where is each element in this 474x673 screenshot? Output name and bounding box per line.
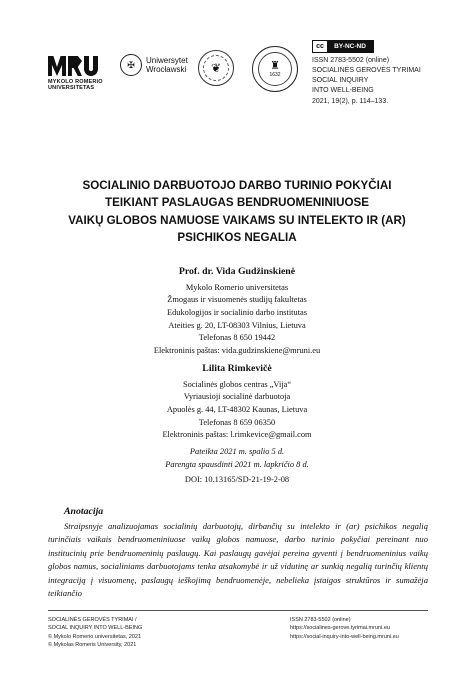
author-name: Lilita Rimkevičė [202, 363, 272, 374]
seal-emblem-icon: ❦ [203, 55, 229, 81]
submitted-date: Pateikta 2021 m. spalio 5 d. [189, 447, 285, 456]
author-email: Elektroninis paštas: l.rimkevice@gmail.com [162, 430, 312, 440]
journal-name-en-2: INTO WELL-BEING [312, 87, 374, 95]
author-phone: Telefonas 8 659 06350 [198, 417, 276, 427]
journal-issn: ISSN 2783-5502 (online) [312, 57, 390, 64]
author-affiliation: Mykolo Romerio universitetas [185, 282, 289, 292]
wroclaw-name-line2: Wrocławski [146, 65, 187, 74]
doi[interactable]: DOI: 10.13165/SD-21-19-2-08 [184, 475, 290, 484]
mru-name-line2: UNIVERSITETAS [48, 85, 95, 92]
cc-license-badge[interactable] [312, 40, 374, 53]
cc-icon: cc [313, 41, 327, 52]
tartu-seal-logo [252, 46, 298, 92]
author-affiliation: Edukologijos ir socialinio darbo institutas [166, 307, 308, 317]
tartu-emblem-icon: ♜ [270, 59, 280, 72]
author-affiliation: Žmogaus ir visuomenės studijų fakultetas [167, 295, 307, 305]
wroclaw-logo [120, 54, 188, 76]
mru-logo [48, 54, 110, 92]
mru-name-line1: MYKOLO ROMERIO [48, 79, 103, 85]
wroclaw-name-line1: Uniwersytet [146, 55, 188, 65]
author-block-2 [0, 362, 474, 442]
title-line: PSICHIKOS NEGALIA [177, 231, 297, 245]
accepted-date: Parengta spausdinti 2021 m. lapkričio 8 d. [165, 459, 309, 469]
paper-title [0, 177, 474, 247]
tartu-year: 1632 [269, 71, 281, 78]
footer-journal-en: SOCIAL INQUIRY INTO WELL-BEING [48, 625, 143, 632]
footer-divider [48, 610, 428, 611]
title-line: TEIKIANT PASLAUGAS BENDRUOMENINIUOSE [105, 196, 369, 210]
abstract-heading: Anotacija [64, 506, 104, 517]
abstract-text: Straipsnyje analizuojamas socialinių darbuotojų, dirbančių su intelekto ir (ar) psichikos negalią turinčiais vaikais bendruomeniniuose vaikų globos namuose, darbo turinio pokyčiai pereinant nuo institucinių prie bendruomeninių paslaugų. Kai paslaugų gavėjai pereina gyventi į bendruomeninius vaikų globos namus, socialiniams darbuotojams tenka atsakomybė ir už vidutinę ar sunkią negalią turinčių klientų integraciją į visuomenę, paslaugų ieškojimą bendruomenėje, nebelieka įstaigos struktūros ir sumažėja teikiančio [48, 521, 428, 599]
mru-logo-mark [48, 54, 110, 76]
license-text: BY-NC-ND [327, 41, 373, 52]
mru-logo-text [48, 79, 110, 92]
footer-url-lt[interactable]: https://socialines-gerove.tyrimai.mruni.eu [290, 625, 390, 632]
page-header [0, 40, 474, 110]
footer-right [290, 616, 399, 641]
author-email: Elektroninis paštas: vida.gudzinskiene@mruni.eu [153, 345, 321, 355]
footer-journal-lt: SOCIALINĖS GEROVĖS TYRIMAI / [48, 617, 137, 623]
footer-issn: ISSN 2783-5502 (online) [290, 617, 351, 623]
author-block-1 [0, 265, 474, 357]
footer-url-en[interactable]: https://social-inquiry-into-well-being.mruni.eu [290, 633, 399, 640]
author-affiliation: Socialinės globos centras „Vija“ [182, 379, 292, 389]
title-line: VAIKŲ GLOBOS NAMUOSE VAIKAMS SU INTELEKTO IR (AR) [68, 213, 406, 227]
footer-copyright-lt: © Mykolo Romerio universitetas, 2021 [48, 633, 142, 640]
title-line: SOCIALINIO DARBUOTOJO DARBO TURINIO POKYČIAI [82, 179, 392, 192]
author-position: Vyriausioji socialinė darbuotoja [183, 392, 291, 402]
submission-dates [0, 446, 474, 471]
author-address: Ateities g. 20, LT-08303 Vilnius, Lietuva [168, 320, 306, 330]
journal-name-en-1: SOCIAL INQUIRY [312, 77, 369, 85]
author-name: Prof. dr. Vida Gudžinskienė [178, 266, 296, 277]
journal-volume: 2021, 19(2), p. 114–133. [312, 97, 389, 105]
journal-name-lt: SOCIALINĖS GEROVĖS TYRIMAI [312, 67, 421, 75]
footer-copyright-en: © Mykolas Romeris University, 2021 [48, 641, 137, 648]
university-seal-icon: ✠ [120, 54, 142, 76]
author-phone: Telefonas 8 650 19442 [198, 333, 276, 343]
journal-info [312, 56, 421, 107]
author-address: Apuolės g. 44, LT-48302 Kaunas, Lietuva [166, 404, 308, 414]
university-seal-logo [198, 50, 234, 86]
footer-left [48, 616, 142, 649]
